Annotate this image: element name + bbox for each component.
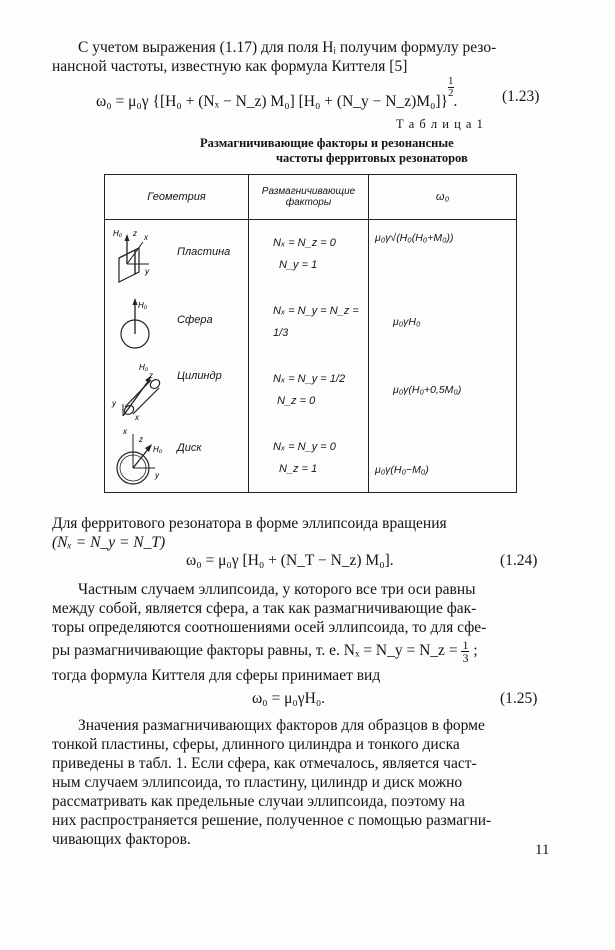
equation-1-25: ω₀ = μ₀γH₀. xyxy=(252,690,326,707)
header-factors: Размагничивающие факторы xyxy=(249,175,369,220)
omega-cell: μ₀γ(H₀−M₀) xyxy=(369,424,517,493)
axis-label: z xyxy=(133,229,137,238)
text-line xyxy=(52,639,544,664)
geometry-cell xyxy=(105,424,249,493)
equation-formula: ω₀ = μ₀γ {[H₀ + (Nₓ − N_z) M₀] [H₀ + (N_y − N_z)M₀]} xyxy=(96,93,449,110)
header-omega: ω₀ xyxy=(369,175,517,220)
text-span: ; xyxy=(473,642,478,660)
axis-label: y xyxy=(155,471,159,480)
factor-line: N_z = 0 xyxy=(277,395,316,407)
factor-line: Nₓ = N_y = 0 xyxy=(273,441,336,453)
text-line: Частным случаем эллипсоида, у которого все три оси равны xyxy=(78,581,476,598)
text-line: между собой, является сфера, а так как размагничивающие фак- xyxy=(52,600,477,617)
axis-label: x xyxy=(144,233,148,242)
page-number: 11 xyxy=(535,842,550,858)
equation-1-24: ω₀ = μ₀γ [H₀ + (N_T − N_z) M₀]. xyxy=(186,552,394,569)
factor-line: Nₓ = N_y = 1/2 xyxy=(273,373,346,385)
factor-line: Nₓ = N_z = 0 xyxy=(273,237,336,249)
factors-cell xyxy=(249,288,369,356)
text-line: чивающих факторов. xyxy=(52,831,191,848)
geometry-name: Диск xyxy=(177,442,202,454)
factor-line: N_y = 1 xyxy=(279,259,318,271)
header-geometry: Геометрия xyxy=(105,175,249,220)
table-row xyxy=(105,220,517,289)
text-line: рассматривать как предельные случаи эллипсоида, поэтому на xyxy=(52,793,465,810)
text-line: Значения размагничивающих факторов для образцов в форме xyxy=(78,717,485,734)
text-line: тогда формула Киттеля для сферы принимает вид xyxy=(52,667,381,684)
text-line: ным случаем эллипсоида, то пластину, цилиндр и диск можно xyxy=(52,774,463,791)
text-line: тонкой пластины, сферы, длинного цилиндра и тонкого диска xyxy=(52,736,460,753)
geometry-name: Цилиндр xyxy=(177,370,222,382)
axis-label: x xyxy=(135,413,139,422)
sphere-figure-icon xyxy=(109,290,167,354)
equation-1-23: ω₀ = μ₀γ {[H₀ + (Nₓ − N_z) M₀] [H₀ + (N_y − N_z)M₀]} $\frac{1}{2}$ . xyxy=(96,75,458,110)
axis-label: z xyxy=(139,435,143,444)
geometry-cell xyxy=(105,220,249,289)
axis-label: x xyxy=(123,427,127,436)
text-line: нансной частоты, известную как формула Киттеля [5] xyxy=(52,58,408,75)
text-line: приведены в табл. 1. Если сфера, как отмечалось, является част- xyxy=(52,755,477,772)
equation-number: (1.24) xyxy=(500,552,538,569)
table-row xyxy=(105,424,517,493)
geometry-name: Пластина xyxy=(177,246,231,258)
omega-cell: μ₀γH₀ xyxy=(369,288,517,356)
factor-line: N_z = 1 xyxy=(279,463,318,475)
geometry-cell xyxy=(105,356,249,424)
table-header-row xyxy=(105,175,517,220)
fraction xyxy=(461,639,469,664)
plate-figure-icon xyxy=(109,222,167,286)
text-line: них распространяется решение, полученное с помощью размагни- xyxy=(52,812,492,829)
equation-number: (1.25) xyxy=(500,690,538,707)
disk-figure-icon xyxy=(109,426,167,490)
axis-label: H₀ xyxy=(138,301,148,310)
axis-label: H₀ xyxy=(153,445,163,454)
exponent-denominator: 2 xyxy=(448,87,454,99)
geometry-name: Сфера xyxy=(177,314,213,326)
text-line: торы определяются соотношениями осей эллипсоида, то для сфе- xyxy=(52,619,487,636)
axis-label: H₀ xyxy=(113,229,123,238)
table-label: Т а б л и ц а 1 xyxy=(396,117,484,131)
fraction-numerator: 1 xyxy=(462,638,469,652)
paragraph xyxy=(52,514,544,552)
omega-cell: μ₀γ(H₀+0,5M₀) xyxy=(369,356,517,424)
geometry-cell xyxy=(105,288,249,356)
axis-label: H₀ xyxy=(139,363,149,372)
factors-cell xyxy=(249,424,369,493)
table-caption-line: Размагничивающие факторы и резонансные xyxy=(200,136,454,150)
text-span: ры размагничивающие факторы равны, т. е. Nₓ = N_y = N_z = xyxy=(52,642,458,660)
table-row xyxy=(105,356,517,424)
axis-label: y xyxy=(112,399,116,408)
text-line: Для ферритового резонатора в форме эллипсоида вращения xyxy=(52,515,447,532)
table-row xyxy=(105,288,517,356)
table-caption-line: частоты ферритовых резонаторов xyxy=(276,151,468,165)
intro-paragraph xyxy=(52,38,544,76)
factors-cell xyxy=(249,356,369,424)
paragraph xyxy=(52,580,544,685)
cylinder-figure-icon xyxy=(109,358,167,422)
factors-cell xyxy=(249,220,369,289)
fraction-denominator: 3 xyxy=(462,651,469,665)
omega-cell: μ₀γ√(H₀(H₀+M₀)) xyxy=(369,220,517,289)
axis-label: y xyxy=(145,267,149,276)
text-line: С учетом выражения (1.17) для поля Hᵢ получим формулу резо- xyxy=(78,39,497,56)
axis-label: z xyxy=(149,371,153,380)
paragraph xyxy=(52,716,544,849)
exponent-numerator: 1 xyxy=(448,75,454,87)
equation-number: (1.23) xyxy=(502,88,540,105)
factor-line: Nₓ = N_y = N_z = 1/3 xyxy=(273,305,359,339)
demagnetizing-factors-table xyxy=(104,174,517,493)
equation-exponent xyxy=(448,76,454,99)
text-line: (Nₓ = N_y = N_T) xyxy=(52,534,166,551)
